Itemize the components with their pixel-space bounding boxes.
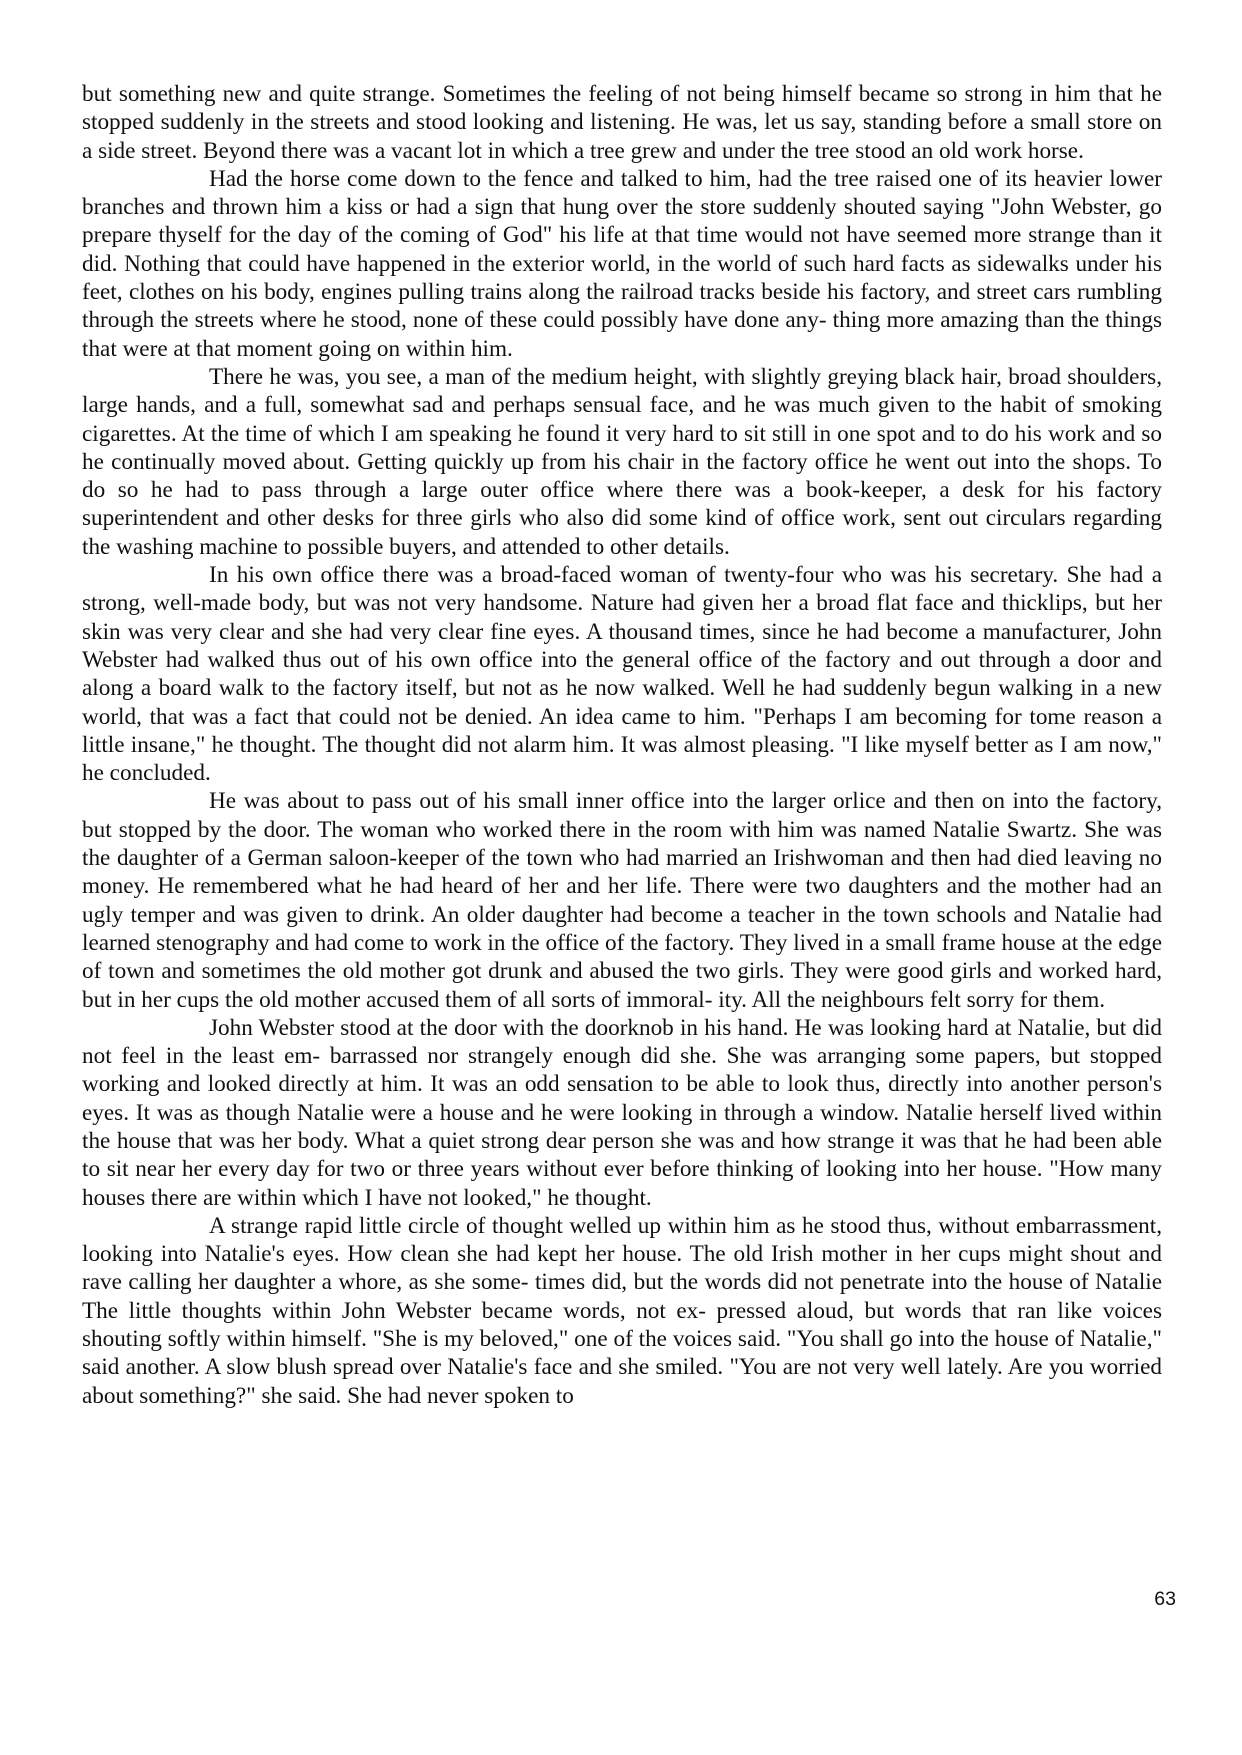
paragraph-3: There he was, you see, a man of the medium height, with slightly greying black hair, broad shoulders, large hands, and a full, somewhat sad and perhaps sensual face, and he was much given to the habit of smoking cigarettes. At the time of which I am speaking he found it very hard to sit still in one spot and to do his work and so he continually moved about. Getting quickly up from his chair in the factory office he went out into the shops. To do so he had to pass through a large outer office where there was a book-keeper, a desk for his factory superintendent and other desks for three girls who also did some kind of office work, sent out circulars regarding the washing machine to possible buyers, and attended to other details. xyxy=(82,363,1162,560)
paragraph-6: John Webster stood at the door with the doorknob in his hand. He was looking hard at Natalie, but did not feel in the least em- barrassed nor strangely enough did she. She was arranging some papers, but stopped working and looked directly at him. It was an odd sensation to be able to look thus, directly into another person's eyes. It was as though Natalie were a house and he were looking in through a window. Natalie herself lived within the house that was her body. What a quiet strong dear person she was and how strange it was that he had been able to sit near her every day for two or three years without ever before thinking of looking into her house. "How many houses there are within which I have not looked," he thought. xyxy=(82,1014,1162,1211)
page-body xyxy=(82,80,1162,1410)
page-number: 63 xyxy=(1154,1588,1176,1610)
paragraph-5: He was about to pass out of his small inner office into the larger orlice and then on into the factory, but stopped by the door. The woman who worked there in the room with him was named Natalie Swartz. She was the daughter of a German saloon-keeper of the town who had married an Irishwoman and then had died leaving no money. He remembered what he had heard of her and her life. There were two daughters and the mother had an ugly temper and was given to drink. An older daughter had become a teacher in the town schools and Natalie had learned stenography and had come to work in the office of the factory. They lived in a small frame house at the edge of town and sometimes the old mother got drunk and abused the two girls. They were good girls and worked hard, but in her cups the old mother accused them of all sorts of immoral- ity. All the neighbours felt sorry for them. xyxy=(82,788,1162,1013)
paragraph-7: A strange rapid little circle of thought welled up within him as he stood thus, without embarrassment, looking into Natalie's eyes. How clean she had kept her house. The old Irish mother in her cups might shout and rave calling her daughter a whore, as she some- times did, but the words did not penetrate into the house of Natalie The little thoughts within John Webster became words, not ex- pressed aloud, but words that ran like voices shouting softly within himself. "She is my beloved," one of the voices said. "You shall go into the house of Natalie," said another. A slow blush spread over Natalie's face and she smiled. "You are not very well lately. Are you worried about something?" she said. She had never spoken to xyxy=(82,1212,1162,1409)
paragraph-1: but something new and quite strange. Sometimes the feeling of not being himself became so strong in him that he stopped suddenly in the streets and stood looking and listening. He was, let us say, standing before a small store on a side street. Beyond there was a vacant lot in which a tree grew and under the tree stood an old work horse. xyxy=(82,81,1162,164)
paragraph-2: Had the horse come down to the fence and talked to him, had the tree raised one of its heavier lower branches and thrown him a kiss or had a sign that hung over the store suddenly shouted saying "John Webster, go prepare thyself for the day of the coming of God" his life at that time would not have seemed more strange than it did. Nothing that could have happened in the exterior world, in the world of such hard facts as sidewalks under his feet, clothes on his body, engines pulling trains along the railroad tracks beside his factory, and street cars rumbling through the streets where he stood, none of these could possibly have done any- thing more amazing than the things that were at that moment going on within him. xyxy=(82,165,1162,362)
paragraph-4: In his own office there was a broad-faced woman of twenty-four who was his secretary. She had a strong, well-made body, but was not very handsome. Nature had given her a broad flat face and thicklips, but her skin was very clear and she had very clear fine eyes. A thousand times, since he had become a manufacturer, John Webster had walked thus out of his own office into the general office of the factory and out through a door and along a board walk to the factory itself, but not as he now walked. Well he had suddenly begun walking in a new world, that was a fact that could not be denied. An idea came to him. "Perhaps I am becoming for tome reason a little insane," he thought. The thought did not alarm him. It was almost pleasing. "I like myself better as I am now," he concluded. xyxy=(82,562,1162,787)
